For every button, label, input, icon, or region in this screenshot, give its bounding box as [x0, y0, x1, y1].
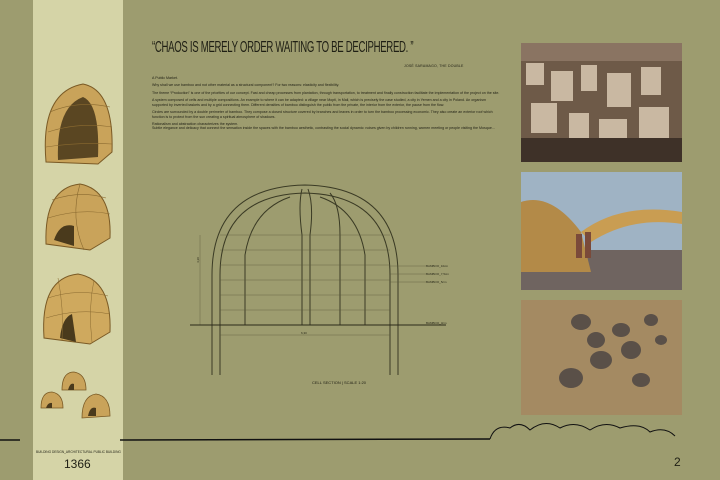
paragraph: Why shall we use bamboo and not other material as a structural component? For two reasons: elasticity and flexibility. — [152, 83, 340, 88]
dimension-height: 4,20 — [195, 257, 200, 263]
label-bamboo-5: BAMBOO_5cm — [426, 280, 447, 284]
course-subtitle: BUILDING DESIGN_ARCHITECTURAL PUBLIC BUILDING — [36, 450, 121, 454]
paragraph: The theme “Production” is one of the priorities of our concept. Fast and cheap processes from plantation, through transportation, to treatment and finally construction facilitate the implementation of the project on the site. — [152, 90, 500, 95]
paragraph: A Public Market. — [152, 76, 178, 80]
dimension-width: 6,30 — [301, 331, 307, 335]
description-text — [152, 76, 502, 134]
label-bamboo-10: BAMBOO_10cm — [426, 264, 449, 268]
quote-author: JOSÉ SARAMAGO, THE DOUBLE — [404, 64, 464, 68]
label-bamboo-3: BAMBOO_3cm — [426, 321, 447, 325]
label-bamboo-7-5: BAMBOO_7,5cm — [426, 272, 450, 276]
dome-render-closed — [40, 178, 116, 254]
dome-render-open — [38, 72, 118, 172]
footer-horizon-line — [0, 418, 720, 448]
dome-render-woven — [38, 268, 116, 348]
quote-title: “CHAOS IS MERELY ORDER WAITING TO BE DECIPHERED. ” — [152, 39, 414, 56]
paragraph: Rationalism and abstraction characterizes the system. Subtle elegance and delicacy that connect the sensation inside the spaces with the bamboo aesthetic, contrasting the social dynamic: noises given by children running, women meeting or people visiting the Mosque... — [152, 122, 495, 131]
section-caption: CELL SECTION | SCALE 1:20 — [312, 380, 367, 385]
photo-city-aerial — [521, 43, 682, 162]
page-number: 2 — [674, 455, 681, 469]
paragraph: A system composed of cells and multiple compositions. An example to where it can be adapted: a village near Mopti, in Mali, which is precisely the case studied, a city in Yemen and a city in Poland. An organism supported by inverted baskets and by a grid connecting them. Different densities of bamboo distinguish the public from the private, the interior from the exterior, the pause from the flow. — [152, 98, 486, 107]
project-number: 1366 — [64, 457, 91, 471]
photo-model-cluster — [521, 300, 682, 415]
photo-bamboo-pavilion — [521, 172, 682, 290]
paragraph: Circles are surrounded by a double perimeter of bamboo. They compose a closed structure covered by branches and leaves in order to turn the bamboo processing economic. They also create an exterior roof which function is to protect from the sun creating a spiritual atmosphere of shadows. — [152, 110, 493, 119]
dome-cluster — [38, 370, 116, 422]
